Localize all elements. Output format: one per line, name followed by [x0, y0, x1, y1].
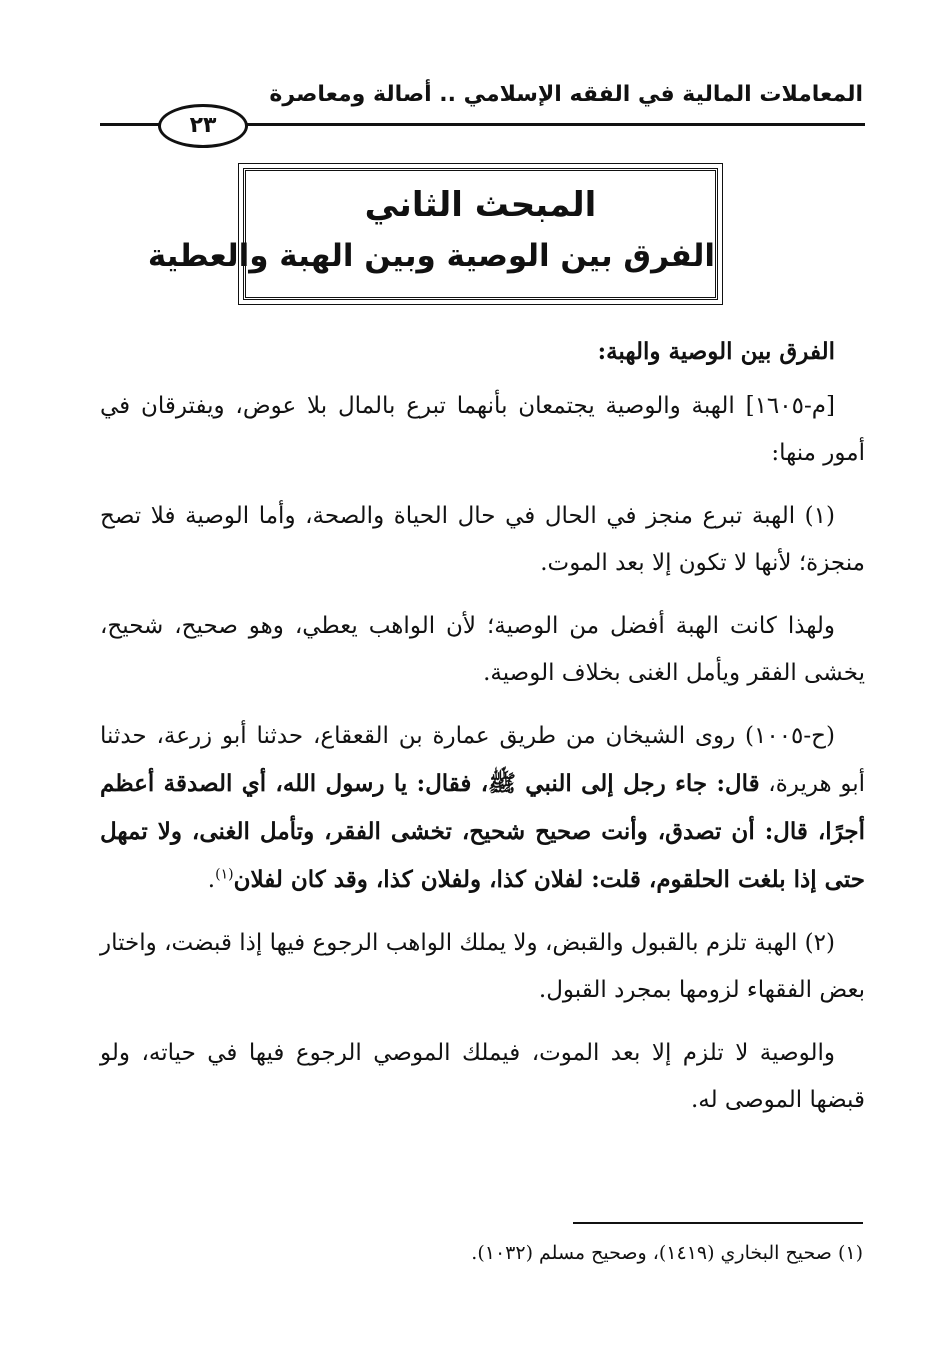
paragraph-1: [م-١٦٠٥] الهبة والوصية يجتمعان بأنهما تبرع بالمال بلا عوض، ويفترقان في أمور منها:: [100, 393, 865, 466]
hadith-chain: (ح-١٠٠٥) روى الشيخان من طريق عمارة بن القعقاع، حدثنا أبو زرعة، حدثنا أبو هريرة،: [100, 723, 865, 797]
hadith-text: قال: جاء رجل إلى النبي ﷺ، فقال: يا رسول الله، أي الصدقة أعظم أجرًا، قال: أن تصدق، وأنت صحيح شحيح، تخشى الفقر، وتأمل الغنى، ولا تمهل حتى إذا بلغت الحلقوم، قلت: لفلان كذا، ولفلان كذا، وقد كان لفلان: [100, 770, 865, 893]
page-number: ٢٣: [158, 104, 248, 148]
paragraph-6: والوصية لا تلزم إلا بعد الموت، فيملك الموصي الرجوع فيها في حياته، ولو قبضها الموصى له.: [100, 1040, 865, 1113]
paragraph-5: (٢) الهبة تلزم بالقبول والقبض، ولا يملك الواهب الرجوع فيها إذا قبضت، واختار بعض الفقهاء لزومها بمجرد القبول.: [100, 930, 865, 1003]
paragraph-heading: الفرق بين الوصية والهبة:: [597, 338, 835, 365]
paragraph-4: [100, 713, 865, 904]
running-header: المعاملات المالية في الفقه الإسلامي .. أصالة ومعاصرة: [269, 82, 863, 107]
paragraph-4-end: .: [207, 867, 216, 893]
section-subtitle: الفرق بين الوصية وبين الهبة والعطية: [147, 238, 715, 274]
section-title: المبحث الثاني: [364, 185, 597, 225]
section-title-frame: [147, 168, 718, 300]
paragraph-3: ولهذا كانت الهبة أفضل من الوصية؛ لأن الواهب يعطي، وهو صحيح، شحيح، يخشى الفقر ويأمل الغنى بخلاف الوصية.: [100, 613, 865, 686]
body-text: [100, 328, 865, 1140]
paragraph-2: (١) الهبة تبرع منجز في الحال في حال الحياة والصحة، وأما الوصية فلا تصح منجزة؛ لأنها لا تكون إلا بعد الموت.: [100, 503, 865, 576]
footnote-marker: (١): [215, 866, 234, 883]
footnote: (١) صحيح البخاري (١٤١٩)، وصحيح مسلم (١٠٣٢).: [471, 1242, 863, 1264]
footnote-rule: [573, 1222, 863, 1224]
